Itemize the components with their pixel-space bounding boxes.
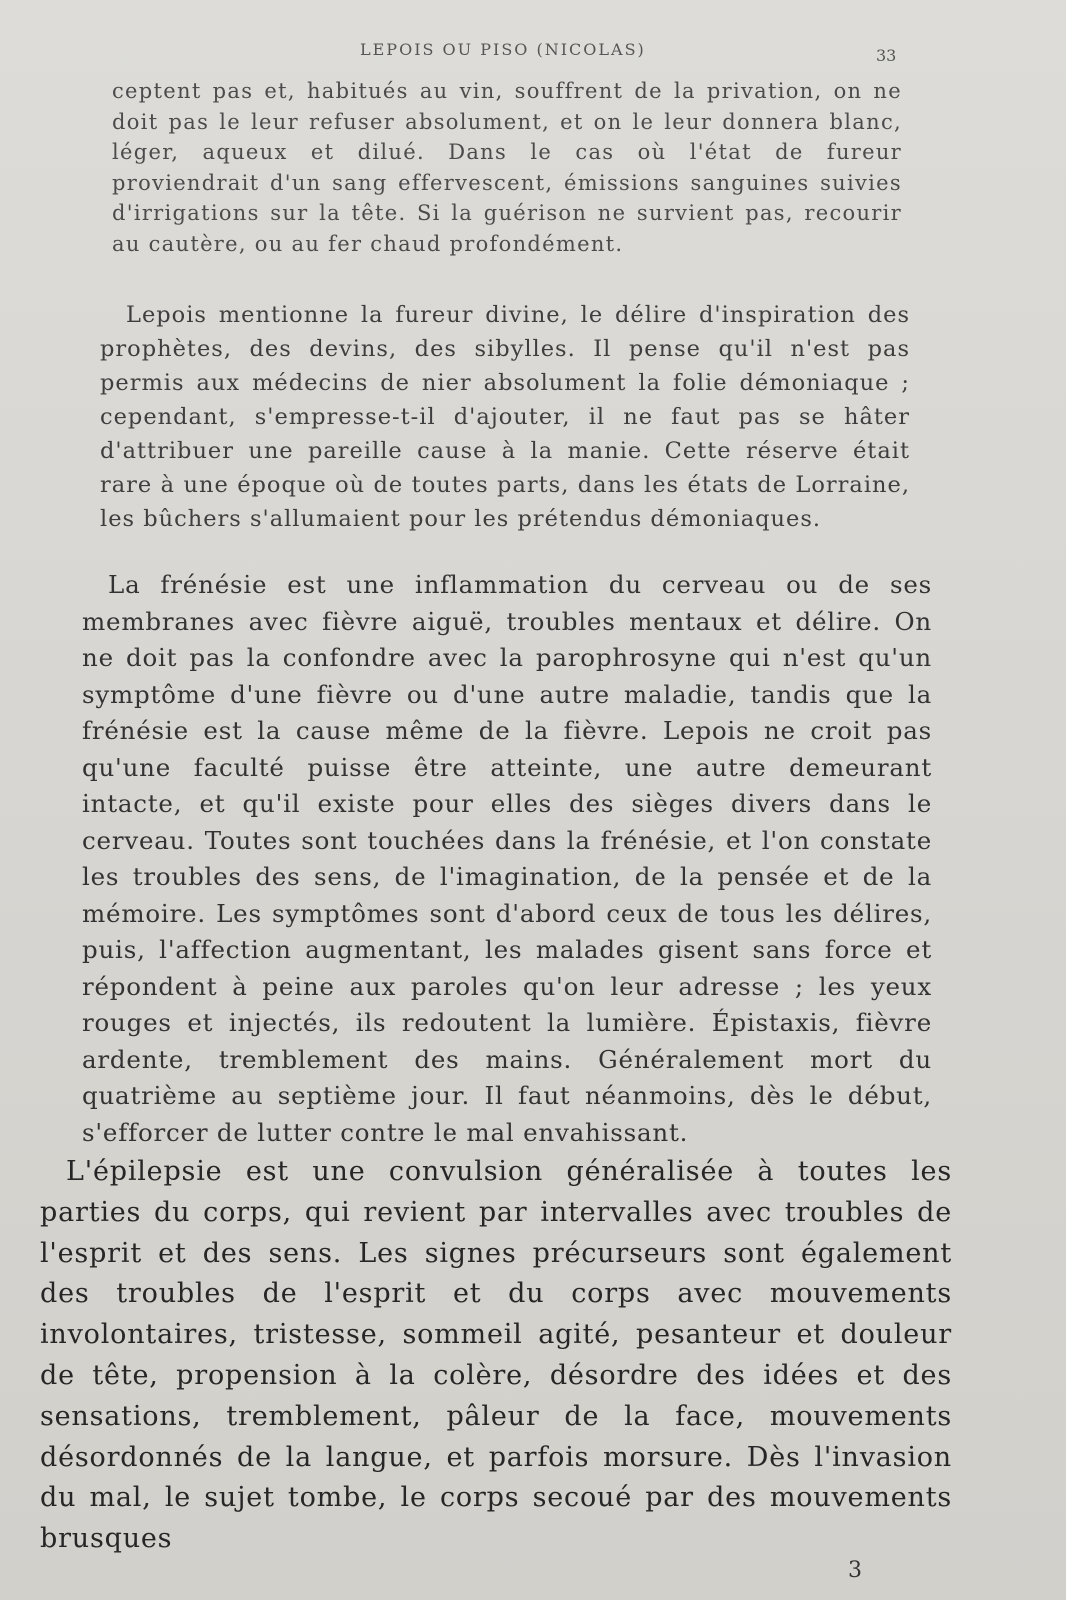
signature-mark: 3 [848, 1558, 862, 1583]
paragraph-epilepsy: L'épilepsie est une convulsion généralisée à toutes les parties du corps, qui revient par intervalles avec troubles de l'esprit et des sens. Les signes précurseurs sont également des troubles de l'esprit et du corps avec mouvements involontaires, tristesse, sommeil agité, pesanteur et douleur de tête, propension à la colère, désordre des idées et des sensations, tremblement, pâleur de la face, mouvements désordonnés de la langue, et parfois morsure. Dès l'invasion du mal, le sujet tombe, le corps secoué par des mouvements brusques [40, 1156, 952, 1555]
running-head: LEPOIS OU PISO (NICOLAS) [360, 40, 646, 59]
page-number: 33 [876, 46, 897, 65]
paragraph-continuation: ceptent pas et, habitués au vin, souffrent de la privation, on ne doit pas le leur refuser absolument, et on le leur donnera blanc, léger, aqueux et dilué. Dans le cas où l'état de fureur proviendrait d'un sang effervescent, émissions sanguines suivies d'irrigations sur la tête. Si la guérison ne survient pas, recourir au cautère, ou au fer chaud profondément. [112, 79, 902, 256]
paragraph-frenzy: La frénésie est une inflammation du cerveau ou de ses membranes avec fièvre aiguë, troubles mentaux et délire. On ne doit pas la confondre avec la parophrosyne qui n'est qu'un symptôme d'une fièvre ou d'une autre maladie, tandis que la frénésie est la cause même de la fièvre. Lepois ne croit pas qu'une faculté puisse être atteinte, une autre demeurant intacte, et qu'il existe pour elles des sièges divers dans le cerveau. Toutes sont touchées dans la frénésie, et l'on constate les troubles des sens, de l'imagination, de la pensée et de la mémoire. Les symptômes sont d'abord ceux de tous les délires, puis, l'affection augmentant, les malades gisent sans force et répondent à peine aux paroles qu'on leur adresse ; les yeux rouges et injectés, ils redoutent la lumière. Épistaxis, fièvre ardente, tremblement des mains. Généralement mort du quatrième au septième jour. Il faut néanmoins, dès le début, s'efforcer de lutter contre le mal envahissant. [82, 570, 932, 1147]
paragraph-divine-fury: Lepois mentionne la fureur divine, le délire d'inspiration des prophètes, des devins, des sibylles. Il pense qu'il n'est pas permis aux médecins de nier absolument la folie démoniaque ; cependant, s'empresse-t-il d'ajouter, il ne faut pas se hâter d'attribuer une pareille cause à la manie. Cette réserve était rare à une époque où de toutes parts, dans les états de Lorraine, les bûchers s'allumaient pour les prétendus démoniaques. [100, 302, 910, 532]
